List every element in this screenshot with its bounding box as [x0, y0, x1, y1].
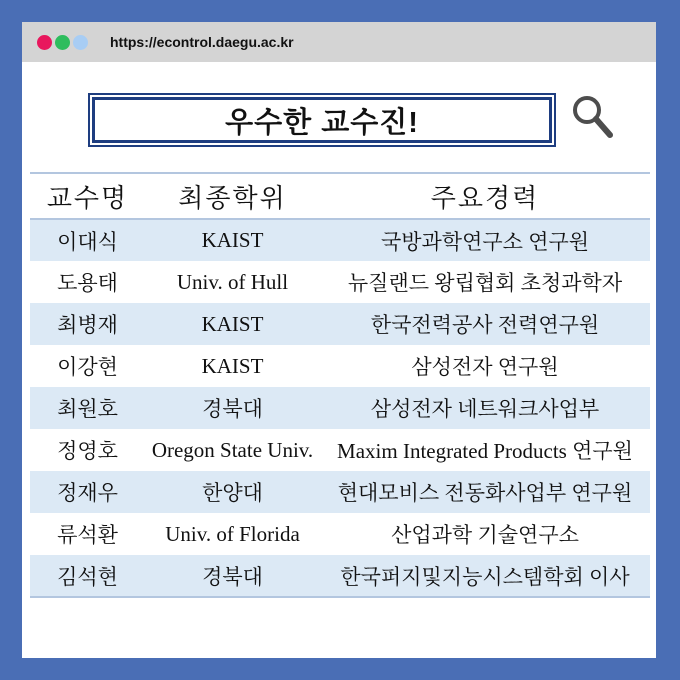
professor-name: 류석환 — [57, 523, 118, 547]
table-row — [30, 471, 650, 513]
window-dot-blue[interactable] — [73, 35, 88, 50]
professor-name: 정영호 — [57, 439, 118, 463]
column-header: 최종학위 — [178, 183, 287, 213]
search-box[interactable] — [88, 93, 556, 147]
search-icon[interactable] — [568, 93, 616, 147]
browser-titlebar — [22, 22, 656, 62]
major-career: 한국퍼지및지능시스템학회 이사 — [340, 564, 630, 589]
table-row — [30, 345, 650, 387]
final-degree: KAIST — [201, 228, 264, 252]
major-career: 삼성전자 연구원 — [411, 355, 559, 379]
column-header: 교수명 — [46, 183, 129, 213]
table-row — [30, 387, 650, 429]
professor-name: 이대식 — [57, 229, 118, 254]
table-row — [30, 429, 650, 471]
major-career: 현대모비스 전동화사업부 연구원 — [337, 481, 633, 505]
major-career: 삼성전자 네트워크사업부 — [370, 397, 600, 421]
table-row — [30, 555, 650, 597]
professor-name: 최원호 — [57, 397, 118, 421]
professor-name: 최병재 — [57, 313, 118, 337]
major-career: Maxim Integrated Products 연구원 — [337, 439, 633, 463]
page-title: 우수한 교수진! — [225, 106, 419, 139]
table-header-row — [30, 173, 650, 219]
faculty-table — [30, 172, 650, 598]
major-career: 국방과학연구소 연구원 — [380, 229, 590, 254]
final-degree: KAIST — [201, 311, 264, 336]
major-career: 한국전력공사 전력연구원 — [370, 313, 600, 337]
professor-name: 김석현 — [57, 564, 118, 589]
column-header: 주요경력 — [430, 183, 540, 213]
major-career: 산업과학 기술연구소 — [391, 523, 579, 547]
window-dot-pink[interactable] — [37, 35, 52, 50]
window-dot-green[interactable] — [55, 35, 70, 50]
professor-name: 정재우 — [57, 481, 118, 505]
final-degree: 경북대 — [202, 397, 263, 421]
final-degree: 한양대 — [202, 481, 263, 505]
search-row — [22, 62, 656, 147]
professor-name: 이강현 — [57, 355, 118, 379]
search-box-inner — [92, 97, 552, 143]
table-row — [30, 303, 650, 345]
browser-window — [22, 22, 656, 658]
page-content — [22, 62, 656, 658]
final-degree: Univ. of Florida — [165, 521, 300, 546]
table-row — [30, 513, 650, 555]
final-degree: Univ. of Hull — [176, 269, 289, 294]
table-row — [30, 219, 650, 261]
major-career: 뉴질랜드 왕립협회 초청과학자 — [347, 271, 623, 295]
professor-name: 도용태 — [57, 271, 118, 295]
table-row — [30, 261, 650, 303]
address-bar-url[interactable]: https://econtrol.daegu.ac.kr — [110, 34, 294, 50]
final-degree: KAIST — [201, 353, 264, 378]
final-degree: 경북대 — [202, 564, 263, 589]
final-degree: Oregon State Univ. — [151, 437, 314, 462]
